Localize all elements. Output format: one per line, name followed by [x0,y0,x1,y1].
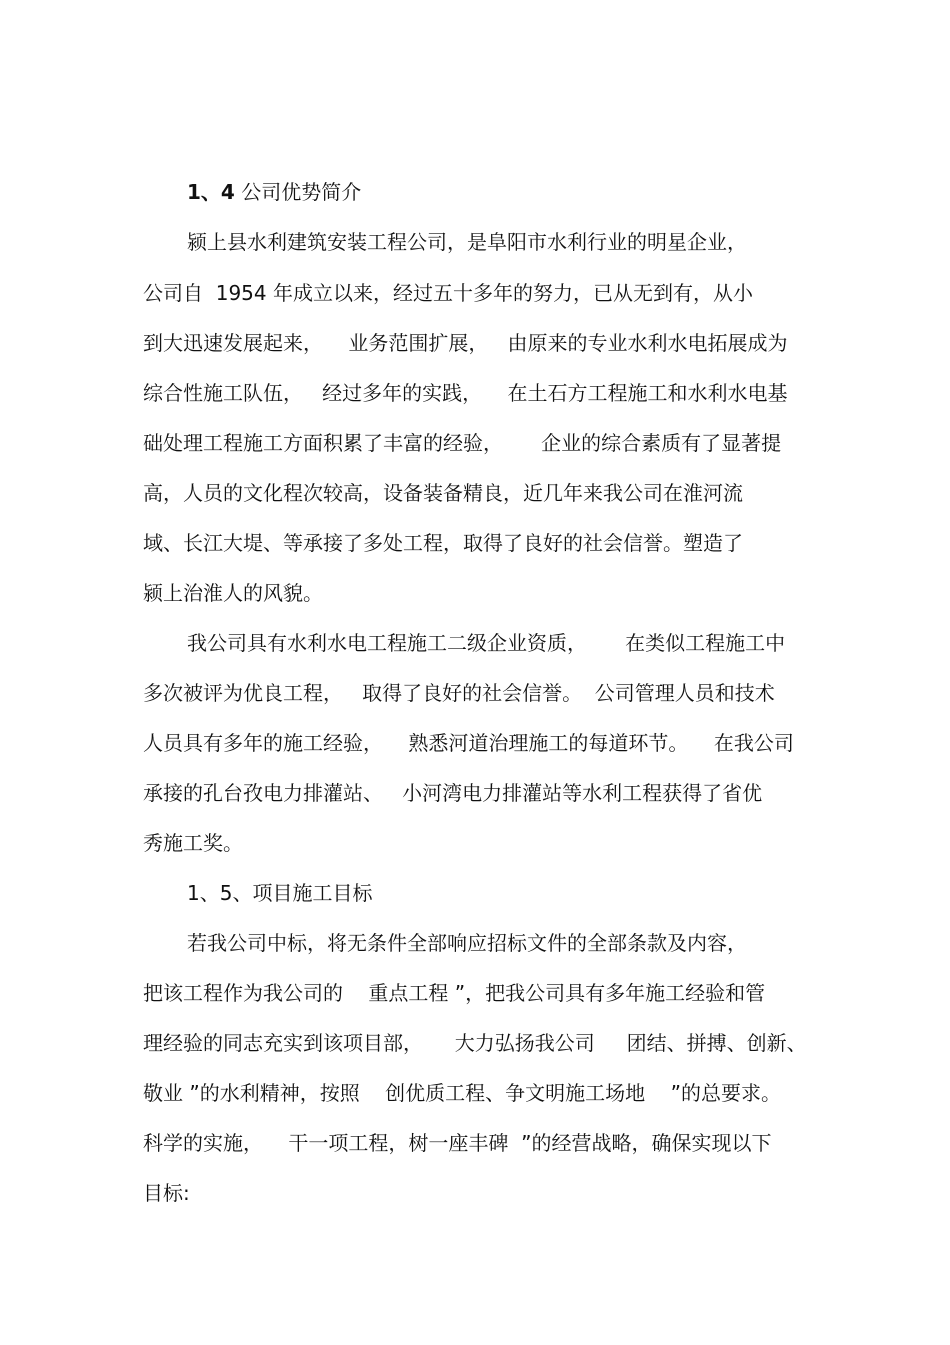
section-heading-1-5: 1、5、项目施工目标 [187,881,373,905]
paragraph-line: 承接的孔台孜电力排灌站、 小河湾电力排灌站等水利工程获得了省优 [143,781,763,805]
section-heading-1-4 [187,178,361,206]
paragraph-line: 颍上治淮人的风貌。 [143,581,323,605]
paragraph-line: 目标: [143,1181,190,1205]
paragraph-line: 公司自 1954 年成立以来，经过五十多年的努力，已从无到有，从小 [143,281,753,305]
heading-text: 公司优势简介 [241,180,362,204]
paragraph-line: 人员具有多年的施工经验， 熟悉河道治理施工的每道环节。 在我公司 [143,731,794,755]
paragraph-line: 把该工程作为我公司的 重点工程 ”，把我公司具有多年施工经验和管 [143,981,766,1005]
paragraph-line: 理经验的同志充实到该项目部， 大力弘扬我公司 团结、拼搏、创新、 [143,1031,807,1055]
paragraph-line: 敬业 ”的水利精神，按照 创优质工程、争文明施工场地 ”的总要求。 [143,1081,781,1105]
paragraph-line: 秀施工奖。 [143,831,243,855]
paragraph-line: 颍上县水利建筑安装工程公司，是阜阳市水利行业的明星企业， [187,230,747,254]
paragraph-line: 础处理工程施工方面积累了丰富的经验， 企业的综合素质有了显著提 [143,431,782,455]
paragraph-line: 我公司具有水利水电工程施工二级企业资质， 在类似工程施工中 [187,631,786,655]
paragraph-line: 域、长江大堤、等承接了多处工程，取得了良好的社会信誉。塑造了 [143,531,743,555]
paragraph-line: 高，人员的文化程次较高，设备装备精良，近几年来我公司在淮河流 [143,481,743,505]
paragraph-line: 多次被评为优良工程， 取得了良好的社会信誉。 公司管理人员和技术 [143,681,775,705]
paragraph-line: 综合性施工队伍， 经过多年的实践， 在土石方工程施工和水利水电基 [143,381,788,405]
paragraph-line: 科学的实施， 干一项工程，树一座丰碑 ”的经营战略，确保实现以下 [143,1131,772,1155]
heading-number: 1、4 [187,180,235,204]
paragraph-line: 若我公司中标，将无条件全部响应招标文件的全部条款及内容， [187,931,747,955]
paragraph-line: 到大迅速发展起来， 业务范围扩展， 由原来的专业水利水电拓展成为 [143,331,788,355]
